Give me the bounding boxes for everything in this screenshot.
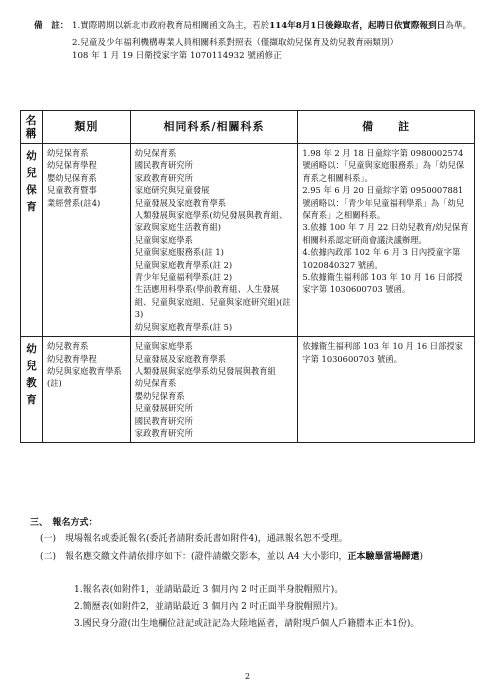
row-category: 幼兒保育系 幼兒保育學程 嬰幼兒保育系 兒童教育暨事 業經營系(註4) xyxy=(42,144,130,337)
document-list-item: 1.報名表(如附件1，並請貼最近 3 個月內 2 吋正面半身脫帽照片)。 xyxy=(74,585,344,595)
section-3-heading: 三、 報名方式： xyxy=(30,518,98,528)
row-category: 幼兒教育系 幼兒教育學程 幼兒與家庭教育學系 (註) xyxy=(42,337,130,443)
section-3-item-1: (一) 現場報名或委託報名(委託者請附委託書如附件4)，通訊報名恕不受理。 xyxy=(40,534,348,544)
note-2-line2: 108 年 1 月 19 日衛授家字第 1070114932 號函修正 xyxy=(72,51,282,61)
row-remarks: 依據衛生福利部 103 年 10 月 16 日部授家字第 1030600703 號函。 xyxy=(298,337,475,443)
note-1: 1.實際聘期以新北市政府教育局相關函文為主，若於114年8月1日後錄取者，起聘日依實際報到日為準。 xyxy=(72,21,472,31)
header-name: 名稱 xyxy=(21,111,43,144)
row-departments: 幼兒保育系 國民教育研究所 家政教育研究所 家庭研究與兒童發展 兒童發展及家庭教育學系 人類發展與家庭學系(幼兒發展與教育組、家政與家庭生活教育組) 兒童與家庭學系 兒童與家庭服務系(註 1) 兒童與家庭教育學系(註 2) 青少年兒童福利學系(註 2) 生活應用科學系(學前教育組、人生發展組、兒童與家庭組、兒童與家庭研究組)(註 3) 幼兒與家庭教育學系(註 5) xyxy=(130,144,298,337)
notes-block xyxy=(34,20,474,64)
notes-label: 備 註： xyxy=(34,21,69,31)
header-remarks: 備 註 xyxy=(298,111,475,144)
page-number: 2 xyxy=(244,672,251,681)
row-departments: 兒童與家庭學系 兒童發展及家庭教育學系 人類發展與家庭學系幼兒發展與教育組 幼兒保育系 嬰幼兒保育系 兒童發展研究所 國民教育研究所 家政教育研究所 xyxy=(130,337,298,443)
table-row xyxy=(21,337,475,443)
header-category: 類別 xyxy=(42,111,130,144)
row-name: 幼 兒 保 育 xyxy=(21,144,43,337)
row-remarks: 1.98 年 2 月 18 日童綜字第 0980002574 號函略以：「兒童與家庭服務系」為「幼兒保育系之相關科系」。 2.95 年 6 月 20 日童綜字第 0950007881 號函略以：「青少年兒童福利學系」為「幼兒保育系」之相關科系。 3.依據 100 年 7 月 22 日幼兒教育/幼兒保育相關科系認定研商會議決議辦理。 4.依據內政部 102 年 6 月 3 日內授童字第 1020840327 號函。 5.依據衛生福利部 103 年 10 月 16 日部授家字第 1030600703 號函。 xyxy=(298,144,475,337)
table-row xyxy=(21,144,475,337)
document-list-item: 2.簡歷表(如附件2，並請貼最近 3 個月內 2 吋正面半身脫帽照片)。 xyxy=(74,602,344,612)
note-2-line1: 2.兒童及少年福利機構專業人員相關科系對照表（僅擷取幼兒保育及幼兒教育兩類別） xyxy=(72,37,399,48)
document-list-item: 3.國民身分證(出生地欄位註記或註記為大陸地區者，請附現戶個人戶籍謄本正本1份)。 xyxy=(74,619,420,629)
section-3-item-2: (二) 報名應交繳文件請依排序如下：(證件請繳交影本，並以 A4 大小影印，正本驗畢當場歸還) xyxy=(40,552,424,562)
row-name: 幼 兒 教 育 xyxy=(21,337,43,443)
department-table xyxy=(20,110,475,443)
table-header-row xyxy=(21,111,475,144)
header-departments: 相同科系/相關科系 xyxy=(130,111,298,144)
